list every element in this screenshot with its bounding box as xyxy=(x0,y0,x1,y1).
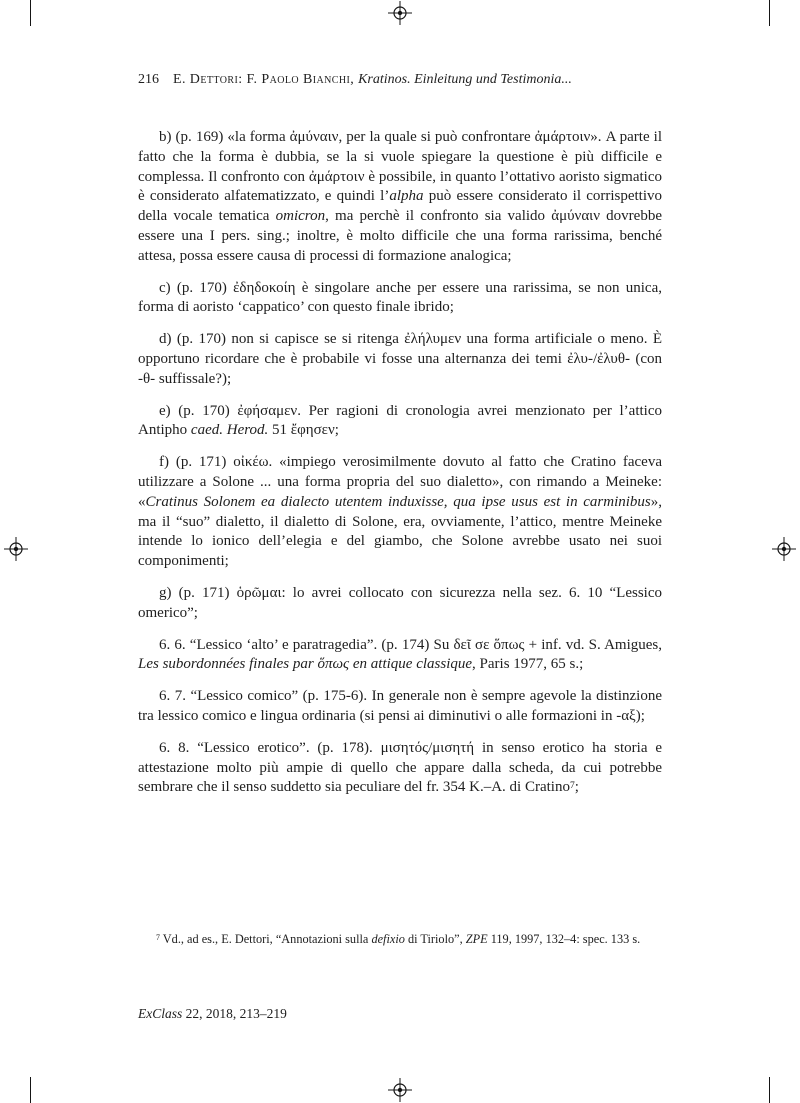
paragraph-b xyxy=(138,128,662,267)
text-run: ZPE xyxy=(465,932,488,946)
footnote-block xyxy=(138,932,662,949)
registration-target-icon xyxy=(388,1,412,25)
text-run: Cratinus Solonem ea dialecto utentem induxisse, qua ipse usus est in carminibus xyxy=(145,493,651,510)
text-run: può essere considerato il corrispettivo della vocale tematica xyxy=(138,188,663,225)
text-run: 6. 8. “Lessico erotico”. (p. 178). μισητός/μισητή in senso erotico ha storia e attestazione molto più ampie di quello che appare dalla scheda, da cui potrebbe sembrare che il senso suddetto sia peculiare del fr. 354 K.–A. di Cratino xyxy=(138,739,662,796)
paragraph-s67 xyxy=(138,687,662,727)
text-run: omicron xyxy=(275,208,326,225)
text-run: , Paris 1977, 65 s.; xyxy=(472,656,584,673)
text-run: 22, 2018, 213–219 xyxy=(182,1006,287,1021)
paragraph-d xyxy=(138,330,662,389)
journal-footer xyxy=(138,1006,662,1022)
registration-mark-right xyxy=(772,537,796,561)
text-run: E. Dettori: F. Paolo Bianchi, xyxy=(173,72,359,87)
text-run: c) (p. 170) ἐδηδοκοίη è singolare anche per essere una rarissima, se non unica, forma di aoristo ‘cappatico’ con questo finale ibrido; xyxy=(138,279,662,316)
text-run: ; xyxy=(574,779,579,796)
text-run: 51 ἔφησεν; xyxy=(268,422,339,439)
registration-mark-top xyxy=(388,1,412,25)
text-run: b) (p. 169) «la forma ἀμύναιν, per la quale si può confrontare ἀμάρτοιν». A parte il fatto che la forma è dubbia, se la si vuole spiegare la questione è più difficile e complessa. Il confronto con ἀμάρτοιν è possibile, in quanto l’ottativo aoristo sigmatico è considerato alfatematizzato, e quindi l’ xyxy=(138,129,662,205)
body-text xyxy=(138,128,662,799)
paragraph-c xyxy=(138,279,662,319)
paragraph-s68 xyxy=(138,739,662,799)
text-run: defixio xyxy=(371,932,405,946)
crop-mark-top-right xyxy=(769,0,770,26)
registration-target-icon xyxy=(772,537,796,561)
paragraph-s66 xyxy=(138,636,662,676)
text-run: caed. Herod. xyxy=(190,422,269,439)
text-run: 119, 1997, 132–4: spec. 133 s. xyxy=(487,932,641,946)
text-run: g) (p. 171) ὁρῶμαι: lo avrei collocato con sicurezza nella sez. 6. 10 “Lessico omerico”; xyxy=(138,584,662,621)
text-run: 6. 6. “Lessico ‘alto’ e paratragedia”. (p. 174) Su δεῖ σε ὅπως + inf. vd. S. Amigues, xyxy=(159,636,662,653)
registration-target-icon xyxy=(4,537,28,561)
text-run: alpha xyxy=(389,188,424,205)
text-run: 7 xyxy=(569,779,575,791)
paragraph-g xyxy=(138,584,662,624)
paragraph-e xyxy=(138,402,662,442)
running-header-title xyxy=(173,72,572,87)
text-run: ExClass xyxy=(138,1006,183,1021)
text-run: Vd., ad es., E. Dettori, “Annotazioni sulla xyxy=(159,932,372,946)
page-number: 216 xyxy=(138,72,159,87)
text-run: », ma il “suo” dialetto, il dialetto di Solone, era, ovviamente, l’attico, mentre Meineke intende lo ionico dell’elegia e del giambo, che Solone avrebbe usato nei suoi componimenti; xyxy=(138,493,662,570)
running-header xyxy=(138,72,662,88)
text-run: e) (p. 170) ἐφήσαμεν. Per ragioni di cronologia avrei menzionato per l’attico Antipho xyxy=(138,402,662,439)
text-run: 6. 7. “Lessico comico” (p. 175-6). In generale non è sempre agevole la distinzione tra lessico comico e lingua ordinaria (si pensi ai diminutivi o alle formazioni in -αξ); xyxy=(138,688,662,724)
registration-mark-bottom xyxy=(388,1078,412,1102)
text-run: f) (p. 171) οἰκέω. «impiego verosimilmente dovuto al fatto che Cratino faceva utilizzare a Solone ... una forma propria del suo dialetto», con rimando a Meineke: « xyxy=(138,454,662,510)
crop-mark-bottom-left xyxy=(30,1077,31,1103)
text-run: 7 xyxy=(156,933,160,943)
footnote-7 xyxy=(138,932,662,949)
crop-mark-bottom-right xyxy=(769,1077,770,1103)
registration-mark-left xyxy=(4,537,28,561)
text-run: Les subordonnées finales par ὅπως en attique classique xyxy=(138,656,473,673)
crop-mark-top-left xyxy=(30,0,31,26)
registration-target-icon xyxy=(388,1078,412,1102)
text-run: , ma perchè il confronto sia valido ἀμύναιν dovrebbe essere una I pers. sing.; inoltre, è molto difficile che una forma rarissima, benché attesa, possa essere causa di processi di formazione analogica; xyxy=(138,208,662,264)
paragraph-f xyxy=(138,453,662,572)
text-run: Kratinos. Einleitung und Testimonia... xyxy=(358,72,572,87)
text-run: d) (p. 170) non si capisce se si ritenga ἐλήλυμεν una forma artificiale o meno. È opportuno ricordare che è probabile vi fosse una alternanza dei temi ἐλυ-/ἐλυθ- (con -θ- suffissale?); xyxy=(138,331,662,387)
text-run: di Tiriolo”, xyxy=(404,932,466,946)
